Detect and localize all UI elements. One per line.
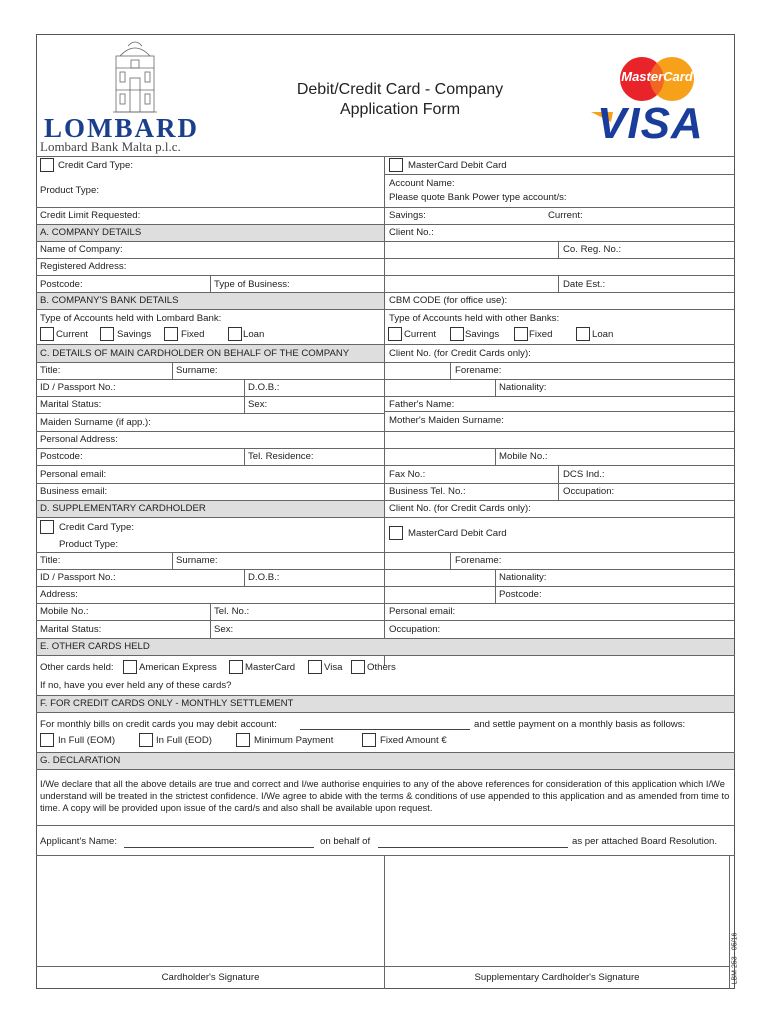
title-line-1: Debit/Credit Card - Company: [296, 81, 504, 98]
business-email-label: Business email:: [40, 486, 108, 497]
credit-card-type-label: Credit Card Type:: [58, 160, 134, 171]
section-f-heading: F. FOR CREDIT CARDS ONLY - MONTHLY SETTLEMENT: [40, 698, 294, 709]
page-title: [255, 80, 545, 120]
separator: [36, 752, 735, 753]
title-label: Title:: [40, 365, 61, 376]
registered-address-label: Registered Address:: [40, 261, 127, 272]
mastercard-checkbox[interactable]: [229, 660, 243, 674]
sex-label: Sex:: [248, 399, 268, 410]
other-fixed-label: Fixed: [529, 329, 553, 340]
other-loan-label: Loan: [592, 329, 614, 340]
supp-forename-label: Forename:: [455, 555, 502, 566]
cell-divider: [244, 448, 245, 465]
supp-postcode-label: Postcode:: [499, 589, 542, 600]
separator: [36, 241, 735, 242]
separator: [36, 517, 735, 518]
mastercard-debit-label: MasterCard Debit Card: [408, 160, 507, 171]
supp-surname-label: Surname:: [176, 555, 218, 566]
mobile-no-label: Mobile No.:: [499, 451, 548, 462]
visa-checkbox[interactable]: [308, 660, 322, 674]
nationality-label: Nationality:: [499, 382, 547, 393]
cell-divider: [172, 552, 173, 569]
other-current-checkbox[interactable]: [388, 327, 402, 341]
amex-checkbox[interactable]: [123, 660, 137, 674]
client-no-label: Client No.:: [389, 227, 434, 238]
surname-label: Surname:: [176, 365, 218, 376]
bank-building-logo: [110, 38, 160, 114]
ever-held-label: If no, have you ever held any of these cards?: [40, 680, 232, 691]
separator: [36, 638, 735, 639]
supp-mastercard-debit-label: MasterCard Debit Card: [408, 528, 507, 539]
supp-client-no-label: Client No. (for Credit Cards only):: [389, 503, 531, 514]
personal-email-label: Personal email:: [40, 469, 107, 480]
separator: [36, 431, 735, 432]
other-current-label: Current: [404, 329, 436, 340]
supp-mobile-no-label: Mobile No.:: [40, 606, 89, 617]
cell-divider: [172, 362, 173, 379]
separator: [36, 362, 735, 363]
separator: [36, 769, 735, 770]
cell-divider: [450, 552, 451, 569]
separator: [36, 586, 735, 587]
cell-divider: [210, 275, 211, 293]
mastercard-label: MasterCard: [245, 662, 296, 673]
product-type-label: Product Type:: [40, 185, 100, 196]
name-of-company-label: Name of Company:: [40, 244, 123, 255]
other-savings-checkbox[interactable]: [450, 327, 464, 341]
lombard-fixed-label: Fixed: [181, 329, 205, 340]
others-checkbox[interactable]: [351, 660, 365, 674]
supp-personal-email-label: Personal email:: [389, 606, 456, 617]
postcode-label: Postcode:: [40, 279, 83, 290]
personal-postcode-label: Postcode:: [40, 451, 83, 462]
dob-label: D.O.B.:: [248, 382, 280, 393]
separator: [36, 292, 735, 293]
savings-label: Savings:: [389, 210, 426, 221]
cell-divider: [244, 569, 245, 586]
lombard-current-checkbox[interactable]: [40, 327, 54, 341]
lombard-loan-checkbox[interactable]: [228, 327, 242, 341]
supp-tel-no-label: Tel. No.:: [214, 606, 250, 617]
separator: [36, 569, 735, 570]
visa-label: Visa: [324, 662, 343, 673]
monthly-bills-label: For monthly bills on credit cards you may debit account:: [40, 719, 277, 730]
cell-divider: [558, 241, 559, 258]
minimum-payment-checkbox[interactable]: [236, 733, 250, 747]
lombard-accounts-label: Type of Accounts held with Lombard Bank:: [40, 313, 222, 324]
credit-card-type-checkbox[interactable]: [40, 158, 54, 172]
supp-nationality-label: Nationality:: [499, 572, 547, 583]
separator: [36, 712, 735, 713]
separator: [36, 258, 735, 259]
separator: [36, 552, 735, 553]
on-behalf-of-input[interactable]: [378, 847, 568, 848]
in-full-eod-checkbox[interactable]: [139, 733, 153, 747]
separator: [36, 275, 735, 276]
debit-account-input[interactable]: [300, 729, 470, 730]
amex-label: American Express: [139, 662, 217, 673]
fathers-name-label: Father's Name:: [389, 399, 455, 410]
separator: [36, 396, 735, 397]
supp-credit-card-type-label: Credit Card Type:: [59, 522, 135, 533]
separator: [36, 465, 735, 466]
other-accounts-label: Type of Accounts held with other Banks:: [389, 313, 560, 324]
cardholder-signature-label: Cardholder's Signature: [161, 972, 260, 983]
separator: [36, 966, 729, 967]
supplementary-signature-label: Supplementary Cardholder's Signature: [474, 972, 640, 983]
other-loan-checkbox[interactable]: [576, 327, 590, 341]
current-label: Current:: [548, 210, 583, 221]
separator: [36, 448, 735, 449]
separator: [36, 695, 735, 696]
other-cards-held-label: Other cards held:: [40, 662, 114, 673]
fixed-amount-label: Fixed Amount €: [380, 735, 447, 746]
visa-logo-text: VISA: [597, 99, 704, 148]
section-e-heading: E. OTHER CARDS HELD: [40, 641, 150, 652]
lombard-savings-label: Savings: [117, 329, 152, 340]
separator: [36, 379, 735, 380]
form-code: LBM 253 - 05/16: [731, 932, 739, 985]
supp-dob-label: D.O.B.:: [248, 572, 280, 583]
lombard-loan-label: Loan: [243, 329, 265, 340]
forename-label: Forename:: [455, 365, 502, 376]
minimum-payment-label: Minimum Payment: [254, 735, 334, 746]
credit-limit-label: Credit Limit Requested:: [40, 210, 141, 221]
cell-divider: [558, 275, 559, 293]
column-divider: [729, 855, 730, 989]
section-d-heading: D. SUPPLEMENTARY CARDHOLDER: [40, 503, 206, 514]
section-g-heading: G. DECLARATION: [40, 755, 121, 766]
separator: [36, 603, 735, 604]
marital-status-label: Marital Status:: [40, 399, 102, 410]
applicants-name-label: Applicant's Name:: [40, 836, 118, 847]
lombard-current-label: Current: [56, 329, 88, 340]
client-no-cc-label: Client No. (for Credit Cards only):: [389, 348, 531, 359]
lombard-logo-text: LOMBARD: [44, 113, 199, 143]
section-c-heading: C. DETAILS OF MAIN CARDHOLDER ON BEHALF OF THE COMPANY: [40, 348, 350, 359]
supplementary-signature-box[interactable]: [385, 856, 728, 966]
supp-address-label: Address:: [40, 589, 78, 600]
supp-sex-label: Sex:: [214, 624, 234, 635]
separator: [36, 309, 735, 310]
lombard-fixed-checkbox[interactable]: [164, 327, 178, 341]
maiden-surname-label: Maiden Surname (if app.):: [40, 417, 151, 428]
supp-credit-card-type-checkbox[interactable]: [40, 520, 54, 534]
mothers-maiden-label: Mother's Maiden Surname:: [389, 415, 504, 426]
section-g-band: [37, 753, 734, 769]
quote-bpt-label: Please quote Bank Power type account/s:: [389, 192, 567, 203]
supp-marital-status-label: Marital Status:: [40, 624, 102, 635]
other-savings-label: Savings: [465, 329, 500, 340]
separator: [36, 483, 735, 484]
lombard-savings-checkbox[interactable]: [100, 327, 114, 341]
title-line-2: Application Form: [339, 101, 461, 118]
others-label: Others: [367, 662, 396, 673]
id-passport-label: ID / Passport No.:: [40, 382, 116, 393]
applicants-name-input[interactable]: [124, 847, 314, 848]
supp-product-type-label: Product Type:: [59, 539, 119, 550]
tel-residence-label: Tel. Residence:: [248, 451, 314, 462]
mastercard-logo-text: MasterCard: [621, 69, 693, 84]
on-behalf-of-label: on behalf of: [320, 836, 371, 847]
separator: [36, 620, 735, 621]
cardholder-signature-box[interactable]: [37, 856, 383, 966]
settle-label: and settle payment on a monthly basis as follows:: [474, 719, 686, 730]
cell-divider: [450, 362, 451, 379]
separator: [36, 207, 735, 208]
cbm-code-label: CBM CODE (for office use):: [389, 295, 508, 306]
date-est-label: Date Est.:: [563, 279, 606, 290]
mastercard-debit-checkbox[interactable]: [389, 158, 403, 172]
supp-mastercard-debit-checkbox[interactable]: [389, 526, 403, 540]
declaration-text: I/We declare that all the above details are true and correct and I/we authorise enquiries to any of the above references for consideration of this application which I/We understand will be treated in the strictest confidence. I/We agree to abide with the terms & conditions of use appended to this application and as amended from time to time. A copy will be provided upon issue of the card/s and also shall be available upon request.: [40, 778, 730, 814]
supp-occupation-label: Occupation:: [389, 624, 441, 635]
section-b-heading: B. COMPANY'S BANK DETAILS: [40, 295, 179, 306]
separator: [36, 825, 735, 826]
separator: [384, 411, 735, 412]
other-fixed-checkbox[interactable]: [514, 327, 528, 341]
in-full-eom-label: In Full (EOM): [58, 735, 116, 746]
supp-id-passport-label: ID / Passport No.:: [40, 572, 116, 583]
in-full-eom-checkbox[interactable]: [40, 733, 54, 747]
section-a-heading: A. COMPANY DETAILS: [40, 227, 142, 238]
separator: [36, 344, 735, 345]
occupation-label: Occupation:: [563, 486, 615, 497]
board-resolution-label: as per attached Board Resolution.: [572, 836, 718, 847]
supp-title-label: Title:: [40, 555, 61, 566]
lombard-subtitle: Lombard Bank Malta p.l.c.: [40, 139, 181, 154]
account-name-label: Account Name:: [389, 178, 455, 189]
cell-divider: [495, 448, 496, 465]
personal-address-label: Personal Address:: [40, 434, 118, 445]
co-reg-no-label: Co. Reg. No.:: [563, 244, 622, 255]
separator: [36, 156, 735, 157]
business-tel-label: Business Tel. No.:: [389, 486, 466, 497]
cell-divider: [495, 379, 496, 396]
type-of-business-label: Type of Business:: [214, 279, 290, 290]
in-full-eod-label: In Full (EOD): [156, 735, 212, 746]
separator: [36, 224, 735, 225]
separator: [384, 174, 735, 175]
dcs-ind-label: DCS Ind.:: [563, 469, 605, 480]
separator: [36, 413, 384, 414]
separator: [36, 655, 735, 656]
fax-no-label: Fax No.:: [389, 469, 426, 480]
separator: [36, 500, 735, 501]
fixed-amount-checkbox[interactable]: [362, 733, 376, 747]
